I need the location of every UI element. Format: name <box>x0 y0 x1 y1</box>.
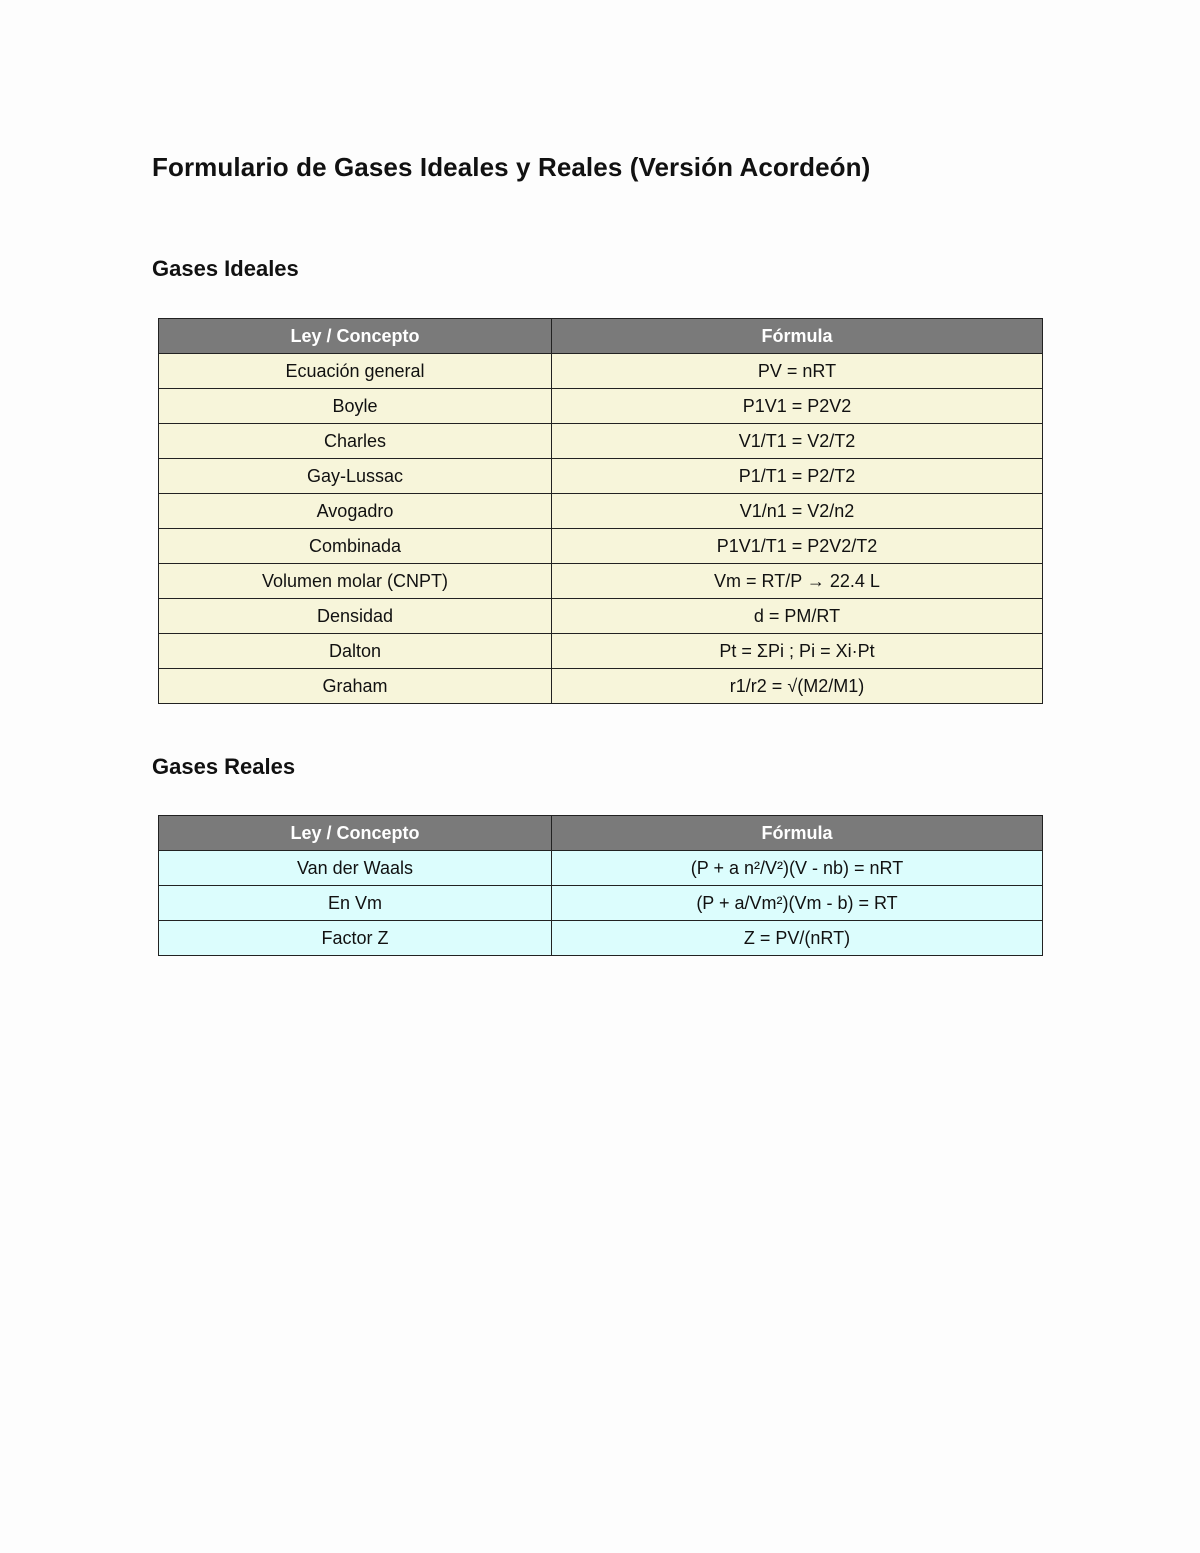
cell-formula: r1/r2 = √(M2/M1) <box>552 669 1043 704</box>
cell-concepto: Avogadro <box>159 494 552 529</box>
table-row <box>159 886 1043 921</box>
table-gases-reales <box>158 815 1043 956</box>
cell-formula: V1/n1 = V2/n2 <box>552 494 1043 529</box>
cell-concepto: Factor Z <box>159 921 552 956</box>
table-header-row <box>159 319 1043 354</box>
cell-formula: Pt = ΣPi ; Pi = Xi·Pt <box>552 634 1043 669</box>
table-row <box>159 424 1043 459</box>
column-header-formula: Fórmula <box>552 816 1043 851</box>
cell-concepto: Van der Waals <box>159 851 552 886</box>
cell-formula: (P + a n²/V²)(V - nb) = nRT <box>552 851 1043 886</box>
table-row <box>159 564 1043 599</box>
cell-concepto: Boyle <box>159 389 552 424</box>
cell-concepto: Ecuación general <box>159 354 552 389</box>
cell-concepto: Gay-Lussac <box>159 459 552 494</box>
cell-formula: Vm = RT/P → 22.4 L <box>552 564 1043 599</box>
column-header-concepto: Ley / Concepto <box>159 816 552 851</box>
section-title-gases-reales: Gases Reales <box>152 754 296 779</box>
column-header-concepto: Ley / Concepto <box>159 319 552 354</box>
column-header-formula: Fórmula <box>552 319 1043 354</box>
table-row <box>159 529 1043 564</box>
table-row <box>159 459 1043 494</box>
table-row <box>159 599 1043 634</box>
cell-formula: P1V1/T1 = P2V2/T2 <box>552 529 1043 564</box>
cell-concepto: Dalton <box>159 634 552 669</box>
cell-concepto: Volumen molar (CNPT) <box>159 564 552 599</box>
table-row <box>159 494 1043 529</box>
cell-formula: d = PM/RT <box>552 599 1043 634</box>
section-title-gases-ideales: Gases Ideales <box>152 256 299 281</box>
cell-concepto: En Vm <box>159 886 552 921</box>
cell-concepto: Graham <box>159 669 552 704</box>
cell-formula: P1V1 = P2V2 <box>552 389 1043 424</box>
table-row <box>159 634 1043 669</box>
cell-formula: PV = nRT <box>552 354 1043 389</box>
cell-concepto: Charles <box>159 424 552 459</box>
cell-concepto: Combinada <box>159 529 552 564</box>
cell-concepto: Densidad <box>159 599 552 634</box>
table-row <box>159 669 1043 704</box>
page-title: Formulario de Gases Ideales y Reales (Versión Acordeón) <box>152 152 871 182</box>
table-row <box>159 851 1043 886</box>
table-row <box>159 354 1043 389</box>
table-header-row <box>159 816 1043 851</box>
table-row <box>159 921 1043 956</box>
cell-formula: (P + a/Vm²)(Vm - b) = RT <box>552 886 1043 921</box>
cell-formula: V1/T1 = V2/T2 <box>552 424 1043 459</box>
table-gases-ideales <box>158 318 1043 704</box>
cell-formula: P1/T1 = P2/T2 <box>552 459 1043 494</box>
cell-formula: Z = PV/(nRT) <box>552 921 1043 956</box>
table-row <box>159 389 1043 424</box>
